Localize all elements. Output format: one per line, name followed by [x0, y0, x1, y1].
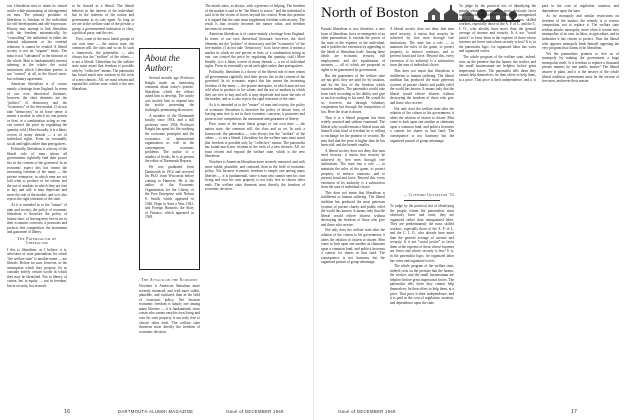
left-column-1: [7, 4, 67, 404]
paragraph: That it is a liberal program has been widely asserted and seldom examined. The liberal who would remain a liberal must ask himself what kind of freedom he is willing to exchange for the promise of security. He may find that the price is higher than he has been told, and the benefit smaller.: [321, 115, 385, 148]
issue-date: Issue of DECEMBER 1949: [226, 409, 284, 414]
paragraph: Not only does the welfare state alter the relation of the citizen to his government; it alters the relation of citizen to citizen. Men come to look upon one another as claimants upon a common fund, and politics becomes a contest for shares in that fund. The consequence is not harmony but the organized pursuit of group advantage.: [321, 228, 385, 265]
paragraph: Pseudo liberalism is not, therefore, a new form of liberalism, but a re-emergence of an older paternalism. It extends the power of the state at the expense of the individual, and it justifies the extension by appealing to the ideals of liberalism itself. Among these ideals are economic security, full employment, and the equalization of incomes — all of which are proposed as rights to be guaranteed by government.: [321, 27, 385, 72]
paragraph: The attack starts, as always, with a pretence of helping. The freedom of the market is said to be "the liberty to starve," and the individual is said to be the victim of forces beyond his control. From this premise it is argued that the state must supplement freedom with security. The result is that security becomes the master value, and freedom becomes its servant.: [205, 4, 305, 31]
box-paragraph: He was graduated from Dartmouth in 1914 and received his Ph.D. from Wisconsin before coming to Hanover. He is the author of the Economic Organization for the Liberty of the Free Enterprise with Nelson S. Smith, which appeared in 1946. Hope to Save a War, 1941, and Foreign Business, the Story of Finance, which appeared in 1949.: [145, 165, 194, 220]
paragraph: Nowhere is American liberalism more severely menaced, and with more subtle, plausible, and confused, than in the field of economic policy. Not because economic freedom is simply one among many liberties — it is fundamental, since a man who cannot earn his own living and own his own property is not truly free to choose other ends. The welfare state threatens most directly the freedom of economic decision.: [205, 159, 305, 192]
left-column-3: [205, 4, 305, 404]
paragraph: Politically, liberalism is a theory of the liberal rule of men whom all governments rightfully find their power lies in the consent of the governed. In its economic aspect this has meant the increasing freedom of the many — the private enterprise, in which men are not told what to produce or for whom, and the use of markets in which they are free to buy and sell; it may deprecate and more the rule of the market, and so it also rejects the rigid restraints of the state.: [205, 70, 305, 102]
divider: [404, 200, 440, 201]
paragraph: First, some of the most literal groups of our own time — the nation state, the common will, the class and so on. In such a framework, the paternalist — who always has the "welfare" of the others — is not a liberal. Liberalism for the welfare state must assert that freedom is possible only by "collective" means. The paternalist has found much new wisdom in the tools of a new rhetoric. All, we must reform and expand the welfare state, which is the new liberalism.: [72, 37, 134, 92]
paragraph: American liberalism is of course mainly a heritage from England. In terms of our own theoretical literature, however, the chief elements are the "politics" of democracy and the "economics" of the free market. (I do not take "democracy" in its loose sense; it means a market in which no one person or firm, or a combination acting as one, can control the price by regulating the quantity sold.) More broadly, it is a fabric woven of many threads — a set of individual rights. From its essentially social and rights rather than prerogatives.: [205, 32, 305, 69]
right-column-3: [459, 4, 619, 404]
right-page: [314, 0, 628, 420]
right-folio: 17: [571, 409, 578, 415]
paragraph: I this is liberalism, as I believe it is, advocates of state paternalism for which "the welfare state" is another name — are liberals. Before we turn, however, to the assumption which they propose, let us consider briefly certain words in which they may be identified. Not in liberty, of course, but in equity — not in freedom, but in security, but in much.: [7, 247, 67, 288]
paragraph: As it is intended as to the "nature" of man and society, the policy of economic liberalism is therefore the policy of laissez faire, of leaving men free to act in their economic concerns; it promotes and protects free competition, the instrument and guarantee of liberty.: [7, 203, 67, 235]
right-column-1: [321, 27, 385, 405]
signature: — Clifford Gustafson '53: [403, 193, 454, 197]
section-heading: The Attack on the Economy: [141, 277, 198, 282]
paragraph: American liberalism is of course mainly a heritage from England. In terms of our own theoretical literature, however, the chief elements are the "politics" of democracy and the "economics" of the free market. (I do not take "democracy" in its loose sense; it means a market in which no one person or firm, or a combination acting as one, can control the price by regulating the quantity sold.) More broadly, it is a fabric woven of many threads — a set of individual rights. From its essentially social and rights rather than prerogatives.: [7, 82, 67, 146]
paragraph: Politically, liberalism is a theory of the liberal rule of men whom all governments rightfully find their power lies in the consent of the governed. In its economic aspect this has meant the increasing freedom of the many — the private enterprise, in which men are not told what to produce or for whom, and the use of markets in which they are free to buy and sell; it may deprecate and more the rule of the market, and so it also rejects the rigid restraints of the state.: [7, 147, 67, 202]
about-the-author-box: [139, 48, 200, 270]
box-paragraph: Several months ago Professor Knight made an interesting comment about today's pseudo-liberalism which the editors asked him to develop. The article was invited him to expand into the article presenting the forthright, penetrating discussion.: [145, 76, 194, 112]
paragraph: ion, Liberalism tries to retain its central article while minimizing its infringement on men. The primary postulate of liberalism is freedom of the individual for self-development and self-expression. History may attempt to link liberalism with the freedom automatically, by "controlling" the individual in either the internal adjustment or his external relations; it cannot be evaded. A liberal society is not an "organic" entity. The mass is not "subsumed" in the function of the whole. Man is fundamentally interest inhering in the whole; the social institutions which Liberalism prefers is not "control" at all, in the literal sense, but voluntary agreement.: [7, 4, 67, 81]
paragraph: Nowhere is American liberalism more severely menaced, and with more subtle, plausible, and confused, than in the field of economic policy. Not because economic freedom is simply one among many liberties — it is fundamental, since a man who cannot earn his own living and own his own property is not truly free to choose other ends. The welfare state threatens most directly the freedom of economic decision.: [139, 284, 200, 334]
paragraph: This does not mean that liberalism is indifferent to human suffering. The liberal tradition has produced the most generous systems of private charity and public relief the world has known. It means only that the liberal would relieve distress without destroying the freedom of those who give and those who receive.: [321, 190, 385, 227]
paragraph: The whole program of the welfare state, indeed, rests on the premise that the farmer, the worker, and the small businessman are helpless before great impersonal forces. The paternalist tells them they cannot help themselves; he then offers to help them, at a price. That price is their independence, and it is paid in the coin of regulation, taxation, and dependence upon the state.: [390, 264, 454, 305]
left-column-2: [72, 4, 134, 404]
left-column-2-lower: [139, 276, 200, 406]
paragraph: to be classed as a liberal. The liberal believes in the interest of the individual; but in the interests of the nation and government as its sole agent. As long as we are in the welfare state of the private, a group, a governmental institution or class, a political party, and the rest.: [72, 4, 134, 36]
column-headline: North of Boston: [321, 5, 419, 21]
box-title: About the Author:: [145, 53, 180, 73]
paragraph: To judge by the practical test of identifying the people whom the paternalists most obviously favor and court, they are organized rather than unorganized labor. They are predominantly the mass skilled workers, especially those of the A. F. of L. and the C. I. O., who already have more than the general average of income and security. Is it not "social justice" to favor them at the expense of those whose incomes are lower and whose security is less? It is, in the paternalist logic, for organized labor has votes and organized voices.: [459, 4, 536, 54]
issue-date: Issue of DECEMBER 1949: [338, 409, 396, 414]
left-folio: 16: [64, 409, 71, 415]
paragraph: A liberal society does not deny that men need security; it insists that security be achieved by free men through free institutions. The state has a role — to maintain the rules of the game, to protect property, to enforce contracts, and to prevent fraud and force. Beyond this, every extension of its authority is a subtraction from the area of individual choice.: [321, 148, 385, 190]
paragraph: A liberal society does not deny that men need security; it insists that security be achieved by free men through free institutions. The state has a role — to maintain the rules of the game, to protect property, to enforce contracts, and to prevent fraud and force. Beyond this, every extension of its authority is a subtraction from the area of individual choice.: [390, 27, 454, 68]
section-heading: The Paternalism of Liberalism: [17, 235, 57, 246]
paragraph: The whole program of the welfare state, indeed, rests on the premise that the farmer, the worker, and the small businessman are helpless before great impersonal forces. The paternalist tells them they cannot help themselves; he then offers to help them, at a price. That price is their independence, and it is paid in the coin of regulation, taxation, and dependence upon the state.: [459, 4, 619, 82]
box-paragraph: A member of the Dartmouth faculty since 1914, and a full professor since 1934, Professor Knight has spent his life studying the economic principles and the economics of international organization as well as the contemporary economic problems. The author of a number of books, he is at present the editor of Dartmouth Reports.: [145, 113, 194, 164]
paragraph: Yet the paternalists promise to free us of monopoly by making the government a huge monopolist itself. Is it freedom to replace a thousand private masters by one public master? The liberal answer is plain, and it is the answer of the whole liberal tradition: government must be the servant of free men, and never their master.: [542, 51, 619, 84]
paragraph: First, some of the most literal groups of our own time — the nation state, the common will, the class and so on. In such a framework, the paternalist — who always has the "welfare" of the others — is not a liberal. Liberalism for the welfare state must assert that freedom is possible only by "collective" means. The paternalist has found much new wisdom in the tools of a new rhetoric. All, we must reform and expand the welfare state, which is the new liberalism.: [205, 122, 305, 159]
magazine-name: DARTMOUTH ALUMNI MAGAZINE: [118, 409, 194, 414]
paragraph: This does not mean that liberalism is indifferent to human suffering. The liberal tradition has produced the most generous systems of private charity and public relief the world has known. It means only that the liberal would relieve distress without destroying the freedom of those who give and those who receive.: [390, 69, 454, 105]
paragraph: To judge by the practical test of identifying the people whom the paternalists most obviously favor and court, they are organized rather than unorganized labor. They are predominantly the mass skilled workers, especially those of the A. F. of L. and the C. I. O., who already have more than the general average of income and security. Is it not "social justice" to favor them at the expense of those whose incomes are lower and whose security is less? It is, in the paternalist logic, for organized labor has votes and organized voices.: [390, 204, 454, 263]
paragraph: Not only does the welfare state alter the relation of the citizen to his government; it alters the relation of citizen to citizen. Men come to look upon one another as claimants upon a common fund, and politics becomes a contest for shares in that fund. The consequence is not harmony but the organized pursuit of group advantage.: [390, 106, 454, 143]
right-column-2: [390, 27, 454, 192]
paragraph: As it is intended as to the "nature" of man and society, the policy of economic liberalism is therefore the policy of laissez faire, of leaving men free to act in their economic concerns; it promotes and protects free competition, the instrument and guarantee of liberty.: [205, 103, 305, 121]
paragraph: But the guarantees of the welfare state are not gifts; they are paid for by taxation, and by the loss of the freedom which taxation implies. The paternalist would take from each according to his ability and give to each according to his need. He would do so, however, not through voluntary cooperation but through the compulsion of law. Here the issue is drawn.: [321, 73, 385, 115]
right-column-2-lower: [390, 204, 454, 404]
paragraph: As for monopoly and similar restrictions on freedom of the market, the remedy is to restore competition, not to replace it. The welfare state seldom attacks monopoly; more often it creates new monopolies of its own, in labor, in agriculture, and in industries it has chosen to protect. Thus the liberal who opposes monopoly finds himself opposing the very program that claims to be liberalism.: [542, 14, 619, 51]
